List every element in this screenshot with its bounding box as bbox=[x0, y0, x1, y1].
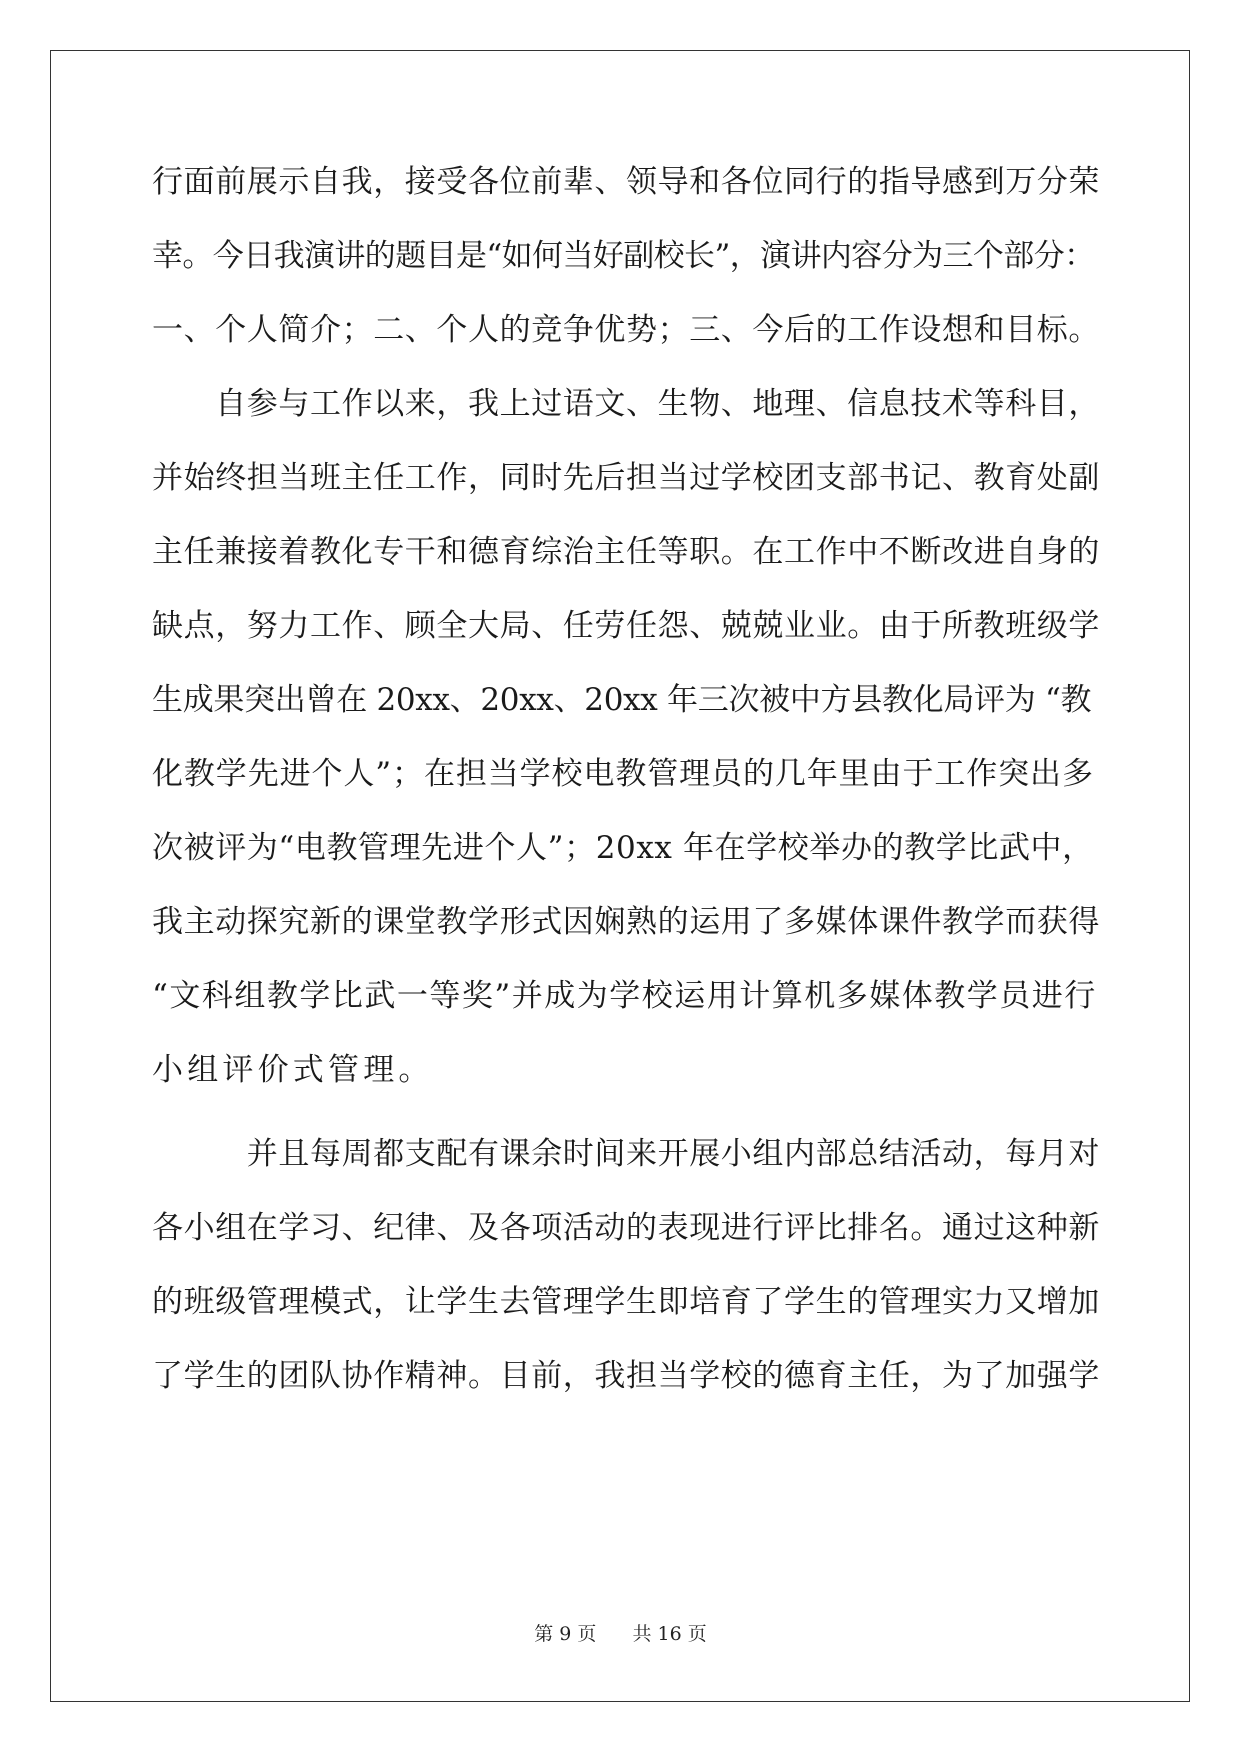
text-line-5: 并始终担当班主任工作，同时先后担当过学校团支部书记、教育处副 bbox=[152, 460, 1100, 496]
text-line-10: 次被评为“电教管理先进个人”；20xx 年在学校举办的教学比武中， bbox=[152, 830, 1094, 866]
text-line-16: 的班级管理模式，让学生去管理学生即培育了学生的管理实力又增加 bbox=[152, 1284, 1100, 1320]
page-number: 第 9 页 bbox=[534, 1623, 597, 1645]
text-line-15: 各小组在学习、纪律、及各项活动的表现进行评比排名。通过这种新 bbox=[152, 1210, 1100, 1246]
text-line-9: 化教学先进个人”；在担当学校电教管理员的几年里由于工作突出多 bbox=[152, 756, 1094, 792]
text-line-17: 了学生的团队协作精神。目前，我担当学校的德育主任，为了加强学 bbox=[152, 1358, 1100, 1394]
text-line-3: 一、个人简介；二、个人的竞争优势；三、今后的工作设想和目标。 bbox=[152, 312, 1100, 348]
text-line-13: 小组评价式管理。 bbox=[152, 1052, 434, 1088]
text-line-14: 并且每周都支配有课余时间来开展小组内部总结活动，每月对 bbox=[152, 1136, 1100, 1172]
text-line-7: 缺点，努力工作、顾全大局、任劳任怨、兢兢业业。由于所教班级学 bbox=[152, 608, 1100, 644]
page-total: 共 16 页 bbox=[632, 1623, 707, 1645]
text-line-12: “文科组教学比武一等奖”并成为学校运用计算机多媒体教学员进行 bbox=[152, 978, 1097, 1014]
text-line-1: 行面前展示自我，接受各位前辈、领导和各位同行的指导感到万分荣 bbox=[152, 164, 1100, 200]
text-line-4: 自参与工作以来，我上过语文、生物、地理、信息技术等科目， bbox=[152, 386, 1100, 422]
page-footer bbox=[0, 1622, 1241, 1646]
text-line-6: 主任兼接着教化专干和德育综治主任等职。在工作中不断改进自身的 bbox=[152, 534, 1100, 570]
text-line-11: 我主动探究新的课堂教学形式因娴熟的运用了多媒体课件教学而获得 bbox=[152, 904, 1100, 940]
page-border bbox=[50, 50, 1190, 1702]
text-line-8: 生成果突出曾在 20xx、20xx、20xx 年三次被中方县教化局评为 “教 bbox=[152, 682, 1092, 718]
text-line-2: 幸。今日我演讲的题目是“如何当好副校长”，演讲内容分为三个部分： bbox=[152, 238, 1095, 274]
